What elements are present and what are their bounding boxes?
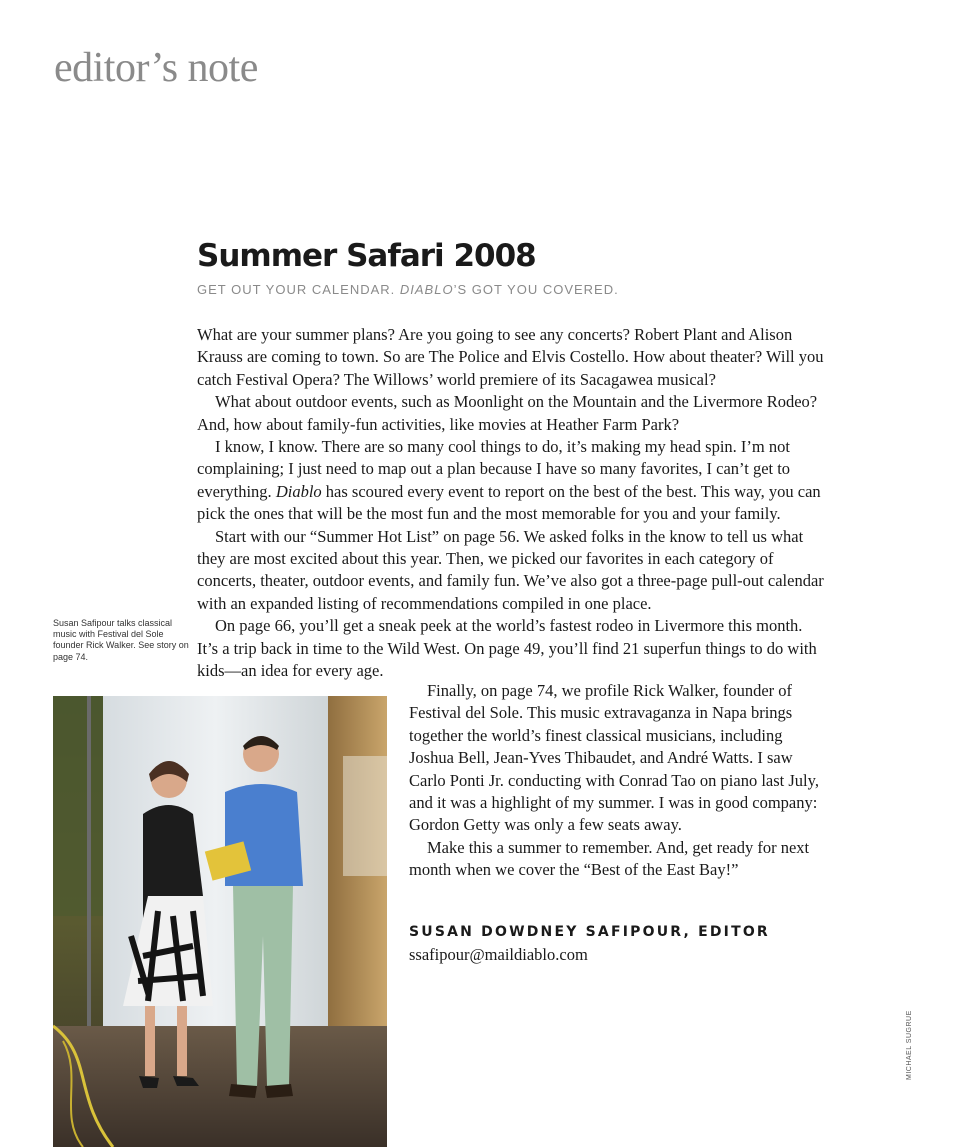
article-body-bottom: [409, 680, 829, 882]
editor-signature: SUSAN DOWDNEY SAFIPOUR, EDITOR: [409, 924, 770, 940]
paragraph-1: What are your summer plans? Are you going to see any concerts? Robert Plant and Alison Krauss are coming to town. So are The Police and Elvis Costello. How about theater? Will you catch Festival Opera? The Willows’ world premiere of its Sacagawea musical?: [197, 325, 824, 389]
deck-magazine-name: DIABLO: [399, 282, 454, 297]
photo-credit: MICHAEL SUGRUE: [906, 1010, 913, 1080]
editor-email[interactable]: ssafipour@maildiablo.com: [409, 945, 588, 964]
paragraph-4: Start with our “Summer Hot List” on page 56. We asked folks in the know to tell us what they are most excited about this year. Then, we picked our favorites in each category of concerts, theater, outdoor events, and family fun. We’ve also got a three-page pull-out calendar with an expanded listing of recommendations compiled in one place.: [197, 526, 824, 613]
photo-illustration: [53, 696, 387, 1147]
paragraph-5: On page 66, you’ll get a sneak peek at the world’s fastest rodeo in Livermore this month. It’s a trip back in time to the Wild West. On page 49, you’ll find 21 superfun things to do with kids—an idea for every age.: [197, 616, 817, 681]
paragraph-3-text: I know, I know. There are so many cool things to do, it’s making my head spin. I’m not complaining; I just need to map out a plan because I have so many favorites, I can’t get to everything.: [197, 437, 791, 501]
headline: Summer Safari 2008: [197, 238, 536, 274]
section-label: editor’s note: [54, 45, 258, 91]
paragraph-3: [197, 436, 827, 526]
paragraph-7: Make this a summer to remember. And, get ready for next month when we cover the “Best of the East Bay!”: [409, 837, 810, 880]
paragraph-6: Finally, on page 74, we profile Rick Walker, founder of Festival del Sole. This music extravaganza in Napa brings together the world’s finest classical musicians, including Joshua Bell, Jean-Yves Thibaudet, and André Watts. I saw Carlo Ponti Jr. conducting with Conrad Tao on piano last July, and it was a highlight of my summer. I was in good company: Gordon Getty was only a few seats away.: [409, 681, 819, 835]
paragraph-3-magazine-name: Diablo: [275, 481, 322, 501]
editor-photo: [53, 696, 387, 1147]
photo-caption: Susan Safipour talks classical music with Festival del Sole founder Rick Walker. See story on page 74.: [53, 618, 189, 662]
deck-text: GET OUT YOUR CALENDAR.: [197, 282, 400, 297]
article-body-top: [197, 324, 827, 683]
deck: [197, 282, 619, 297]
paragraph-2: What about outdoor events, such as Moonlight on the Mountain and the Livermore Rodeo? And, how about family-fun activities, like movies at Heather Farm Park?: [197, 392, 818, 434]
paragraph-3-text-end: has scoured every event to report on the best of the best. This way, you can pick the ones that will be the most fun and the most memorable for you and your family.: [197, 481, 821, 524]
deck-text-end: ’S GOT YOU COVERED.: [453, 282, 619, 297]
